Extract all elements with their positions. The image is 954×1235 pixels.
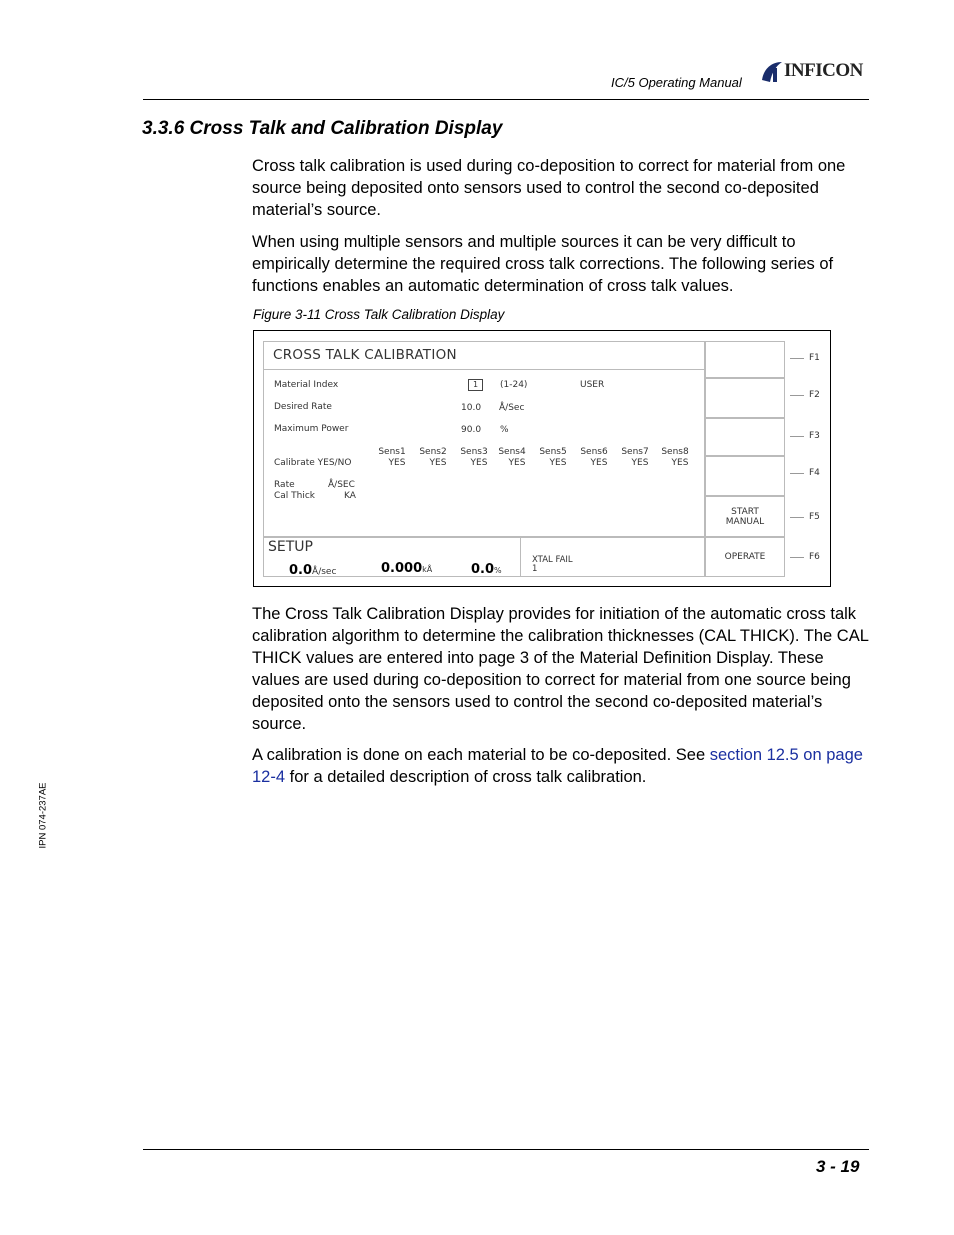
f4-tick xyxy=(790,473,804,474)
sensor-2[interactable] xyxy=(413,447,453,469)
cal-thick-unit: KA xyxy=(344,491,356,501)
f6-label: F6 xyxy=(809,552,820,562)
f5-label: F5 xyxy=(809,512,820,522)
material-type: USER xyxy=(580,380,605,390)
main-panel xyxy=(263,341,705,537)
status-divider xyxy=(520,537,521,577)
f4-label: F4 xyxy=(809,468,820,478)
max-power-unit: % xyxy=(500,425,509,435)
thickness-readout-value: 0.000 xyxy=(381,561,423,576)
sensor-name: Sens3 xyxy=(460,447,488,457)
calibrate-label: Calibrate YES/NO xyxy=(274,458,352,468)
paragraph-2 xyxy=(252,231,872,297)
sensor-value: YES xyxy=(388,458,406,468)
title-divider xyxy=(263,369,705,370)
sensor-value: YES xyxy=(508,458,526,468)
section-link[interactable]: section 12.5 on page 12-4 xyxy=(252,746,863,786)
power-readout-value: 0.0 xyxy=(471,562,495,577)
figure-caption: Figure 3-11 Cross Talk Calibration Display xyxy=(253,307,505,322)
sensor-1[interactable] xyxy=(372,447,412,469)
softkey-4[interactable] xyxy=(705,456,785,496)
max-power-value[interactable]: 90.0 xyxy=(461,425,482,435)
power-readout xyxy=(471,558,502,577)
paragraph-1-text: Cross talk calibration is used during co-deposition to correct for material from one source being deposited onto sensors used to control the second co-deposited material’s source. xyxy=(252,157,846,219)
sensor-name: Sens4 xyxy=(498,447,526,457)
section-title: 3.3.6 Cross Talk and Calibration Display xyxy=(142,118,503,139)
material-index-label: Material Index xyxy=(274,380,339,390)
document-code xyxy=(36,780,50,850)
sensor-value: YES xyxy=(470,458,488,468)
thickness-readout xyxy=(381,557,432,576)
paragraph-4 xyxy=(252,744,872,788)
sensor-value: YES xyxy=(671,458,689,468)
rate-unit: Å/SEC xyxy=(328,480,355,490)
rate-readout-value: 0.0 xyxy=(289,563,313,578)
sensor-6[interactable] xyxy=(574,447,614,469)
f5-tick xyxy=(790,517,804,518)
desired-rate-unit: Å/Sec xyxy=(499,403,525,413)
paragraph-4-text xyxy=(252,744,872,788)
f3-label: F3 xyxy=(809,431,820,441)
cal-thick-label: Cal Thick xyxy=(274,491,316,501)
sensor-8[interactable] xyxy=(655,447,695,469)
material-index-field[interactable]: 1 xyxy=(468,379,483,391)
paragraph-4-tail: for a detailed description of cross talk calibration. xyxy=(285,768,647,786)
paragraph-3-text: The Cross Talk Calibration Display provides for initiation of the automatic cross talk calibration algorithm to determine the calibration thicknesses (CAL THICK). The CAL THICK values are entered into page 3 of the Material Definition Display. These values are used during co-deposition to correct for material from one source being deposited onto the sensors used to control the second co-deposited material’s source. xyxy=(252,605,869,733)
manual-title: IC/5 Operating Manual xyxy=(611,75,742,90)
softkey-2[interactable] xyxy=(705,378,785,418)
footer-rule xyxy=(143,1149,869,1150)
thickness-readout-unit: kÅ xyxy=(422,565,433,574)
paragraph-4-lead: A calibration is done on each material to be co-deposited. See xyxy=(252,746,710,764)
paragraph-1 xyxy=(252,155,872,221)
sensor-3[interactable] xyxy=(454,447,494,469)
page-number: 3 - 19 xyxy=(816,1157,860,1176)
f6-tick xyxy=(790,557,804,558)
logo-text: INFICON xyxy=(784,60,863,81)
rate-readout xyxy=(289,559,336,578)
sensor-name: Sens8 xyxy=(661,447,689,457)
f2-tick xyxy=(790,395,804,396)
softkey-operate[interactable]: OPERATE xyxy=(705,537,785,577)
sensor-value: YES xyxy=(549,458,567,468)
rate-readout-unit: Å/sec xyxy=(312,567,337,577)
sensor-name: Sens5 xyxy=(539,447,567,457)
softkey-start-manual[interactable]: START MANUAL xyxy=(705,496,785,537)
f3-tick xyxy=(790,436,804,437)
max-power-label: Maximum Power xyxy=(274,424,349,434)
paragraph-3 xyxy=(252,603,872,735)
document-code-text: IPN 074-237AE xyxy=(37,782,49,849)
f2-label: F2 xyxy=(809,390,820,400)
desired-rate-value[interactable]: 10.0 xyxy=(461,403,482,413)
power-readout-unit: % xyxy=(494,566,502,575)
sensor-value: YES xyxy=(590,458,608,468)
sensor-name: Sens7 xyxy=(621,447,649,457)
status-message xyxy=(532,556,573,574)
rate-label: Rate xyxy=(274,480,295,490)
sensor-name: Sens1 xyxy=(378,447,406,457)
sensor-4[interactable] xyxy=(492,447,532,469)
f1-tick xyxy=(790,358,804,359)
mode-label: SETUP xyxy=(268,539,313,555)
f1-label: F1 xyxy=(809,353,820,363)
sensor-name: Sens6 xyxy=(580,447,608,457)
header-rule xyxy=(143,99,869,100)
material-index-range: (1-24) xyxy=(500,380,528,390)
desired-rate-label: Desired Rate xyxy=(274,402,332,412)
status-message-line1: XTAL FAIL xyxy=(532,555,573,565)
sensor-value: YES xyxy=(631,458,649,468)
screen-title: CROSS TALK CALIBRATION xyxy=(273,347,457,363)
softkey-3[interactable] xyxy=(705,418,785,456)
paragraph-2-text: When using multiple sensors and multiple sources it can be very difficult to empirically determine the required cross talk corrections. The following series of functions enables an automatic determination of cross talk values. xyxy=(252,233,834,295)
sensor-value: YES xyxy=(429,458,447,468)
softkey-1[interactable] xyxy=(705,341,785,378)
sensor-7[interactable] xyxy=(615,447,655,469)
status-message-line2: 1 xyxy=(532,564,538,574)
sensor-5[interactable] xyxy=(533,447,573,469)
sensor-name: Sens2 xyxy=(419,447,447,457)
